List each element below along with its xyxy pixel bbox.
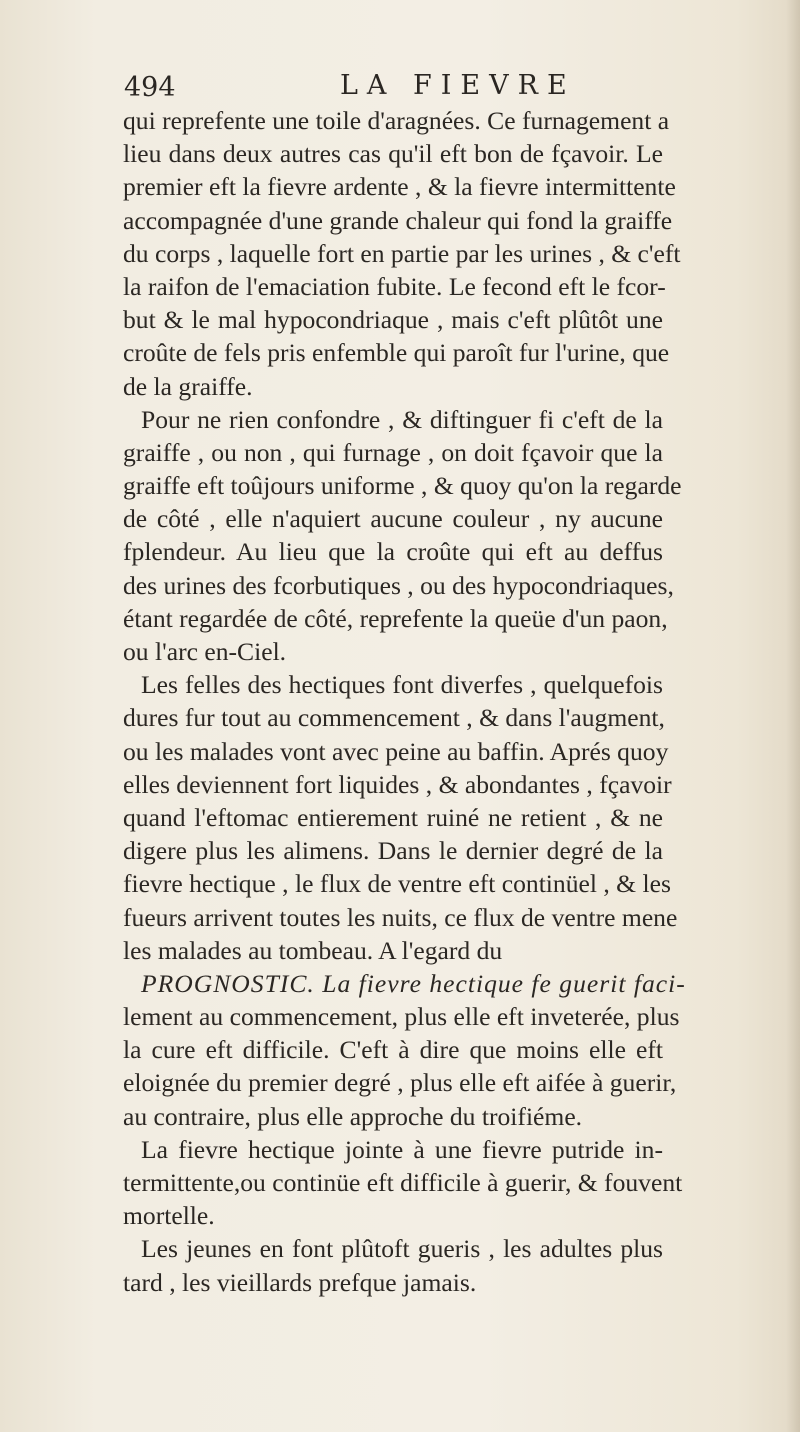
text-line: dures fur tout au commencement , & dans l'augment,: [123, 703, 665, 733]
text-line: les malades au tombeau. A l'egard du: [123, 935, 503, 965]
paragraph-start-line: Les jeunes en font plûtoft gueris , les adultes plus: [141, 1234, 663, 1264]
text-line: eloignée du premier degré , plus elle eft aifée à guerir,: [123, 1068, 677, 1098]
body-text: [123, 104, 686, 1299]
text-line: fievre hectique , le flux de ventre eft continüel , & les: [123, 869, 671, 899]
text-line: qui reprefente une toile d'aragnées. Ce furnagement a: [123, 106, 670, 135]
text-line: lieu dans deux autres cas qu'il eft bon de fçavoir. Le: [123, 139, 663, 169]
text-line: la cure eft difficile. C'eft à dire que moins elle eft: [123, 1035, 663, 1065]
text-line: de la graiffe.: [123, 371, 253, 401]
text-line: étant regardée de côté, reprefente la queüe d'un paon,: [123, 603, 668, 633]
text-line: tard , les vieillards prefque jamais.: [123, 1267, 477, 1297]
text-line: fplendeur. Au lieu que la croûte qui eft au deffus: [123, 537, 663, 567]
text-line: ou les malades vont avec peine au baffin. Aprés quoy: [123, 736, 669, 766]
text-line: graiffe eft toûjours uniforme , & quoy qu'on la regarde: [123, 471, 682, 501]
text-line: croûte de fels pris enfemble qui paroît fur l'urine, que: [123, 338, 670, 368]
text-line: elles deviennent fort liquides , & abondantes , fçavoir: [123, 769, 672, 799]
text-line: quand l'eftomac entierement ruiné ne retient , & ne: [123, 802, 663, 832]
paragraph-start-line: Les felles des hectiques font diverfes , quelquefois: [141, 670, 663, 700]
text-line: termittente,ou continüe eft difficile à guerir, & fouvent: [123, 1168, 683, 1197]
text-line: premier eft la fievre ardente , & la fievre intermittente: [123, 172, 676, 202]
text-line: but & le mal hypocondriaque , mais c'eft plûtôt une: [123, 305, 663, 335]
text-line: mortelle.: [123, 1201, 215, 1231]
running-title: LA FIEVRE: [340, 70, 576, 101]
prognostic-heading-line: PROGNOSTIC. La fievre hectique fe guerit faci-: [141, 968, 686, 998]
text-line: ou l'arc en-Ciel.: [123, 637, 287, 666]
text-line: au contraire, plus elle approche du troifiéme.: [123, 1101, 583, 1131]
text-line: la raifon de l'emaciation fubite. Le fecond eft le fcor-: [123, 271, 666, 301]
text-line: des urines des fcorbutiques , ou des hypocondriaques,: [123, 570, 674, 600]
text-line: fueurs arrivent toutes les nuits, ce flux de ventre mene: [123, 902, 678, 932]
text-line: lement au commencement, plus elle eft inveterée, plus: [123, 1002, 680, 1032]
paragraph-start-line: Pour ne rien confondre , & diftinguer fi c'eft de la: [141, 404, 663, 434]
text-line: accompagnée d'une grande chaleur qui fond la graiffe: [123, 205, 673, 235]
text-line: du corps , laquelle fort en partie par les urines , & c'eft: [123, 238, 681, 268]
text-line: digere plus les alimens. Dans le dernier degré de la: [123, 836, 663, 866]
text-line: graiffe , ou non , qui furnage , on doit fçavoir que la: [123, 437, 663, 467]
page-number: 494: [124, 72, 176, 103]
text-line: de côté , elle n'aquiert aucune couleur , ny aucune: [123, 504, 663, 534]
paragraph-start-line: La fievre hectique jointe à une fievre putride in-: [141, 1134, 663, 1164]
